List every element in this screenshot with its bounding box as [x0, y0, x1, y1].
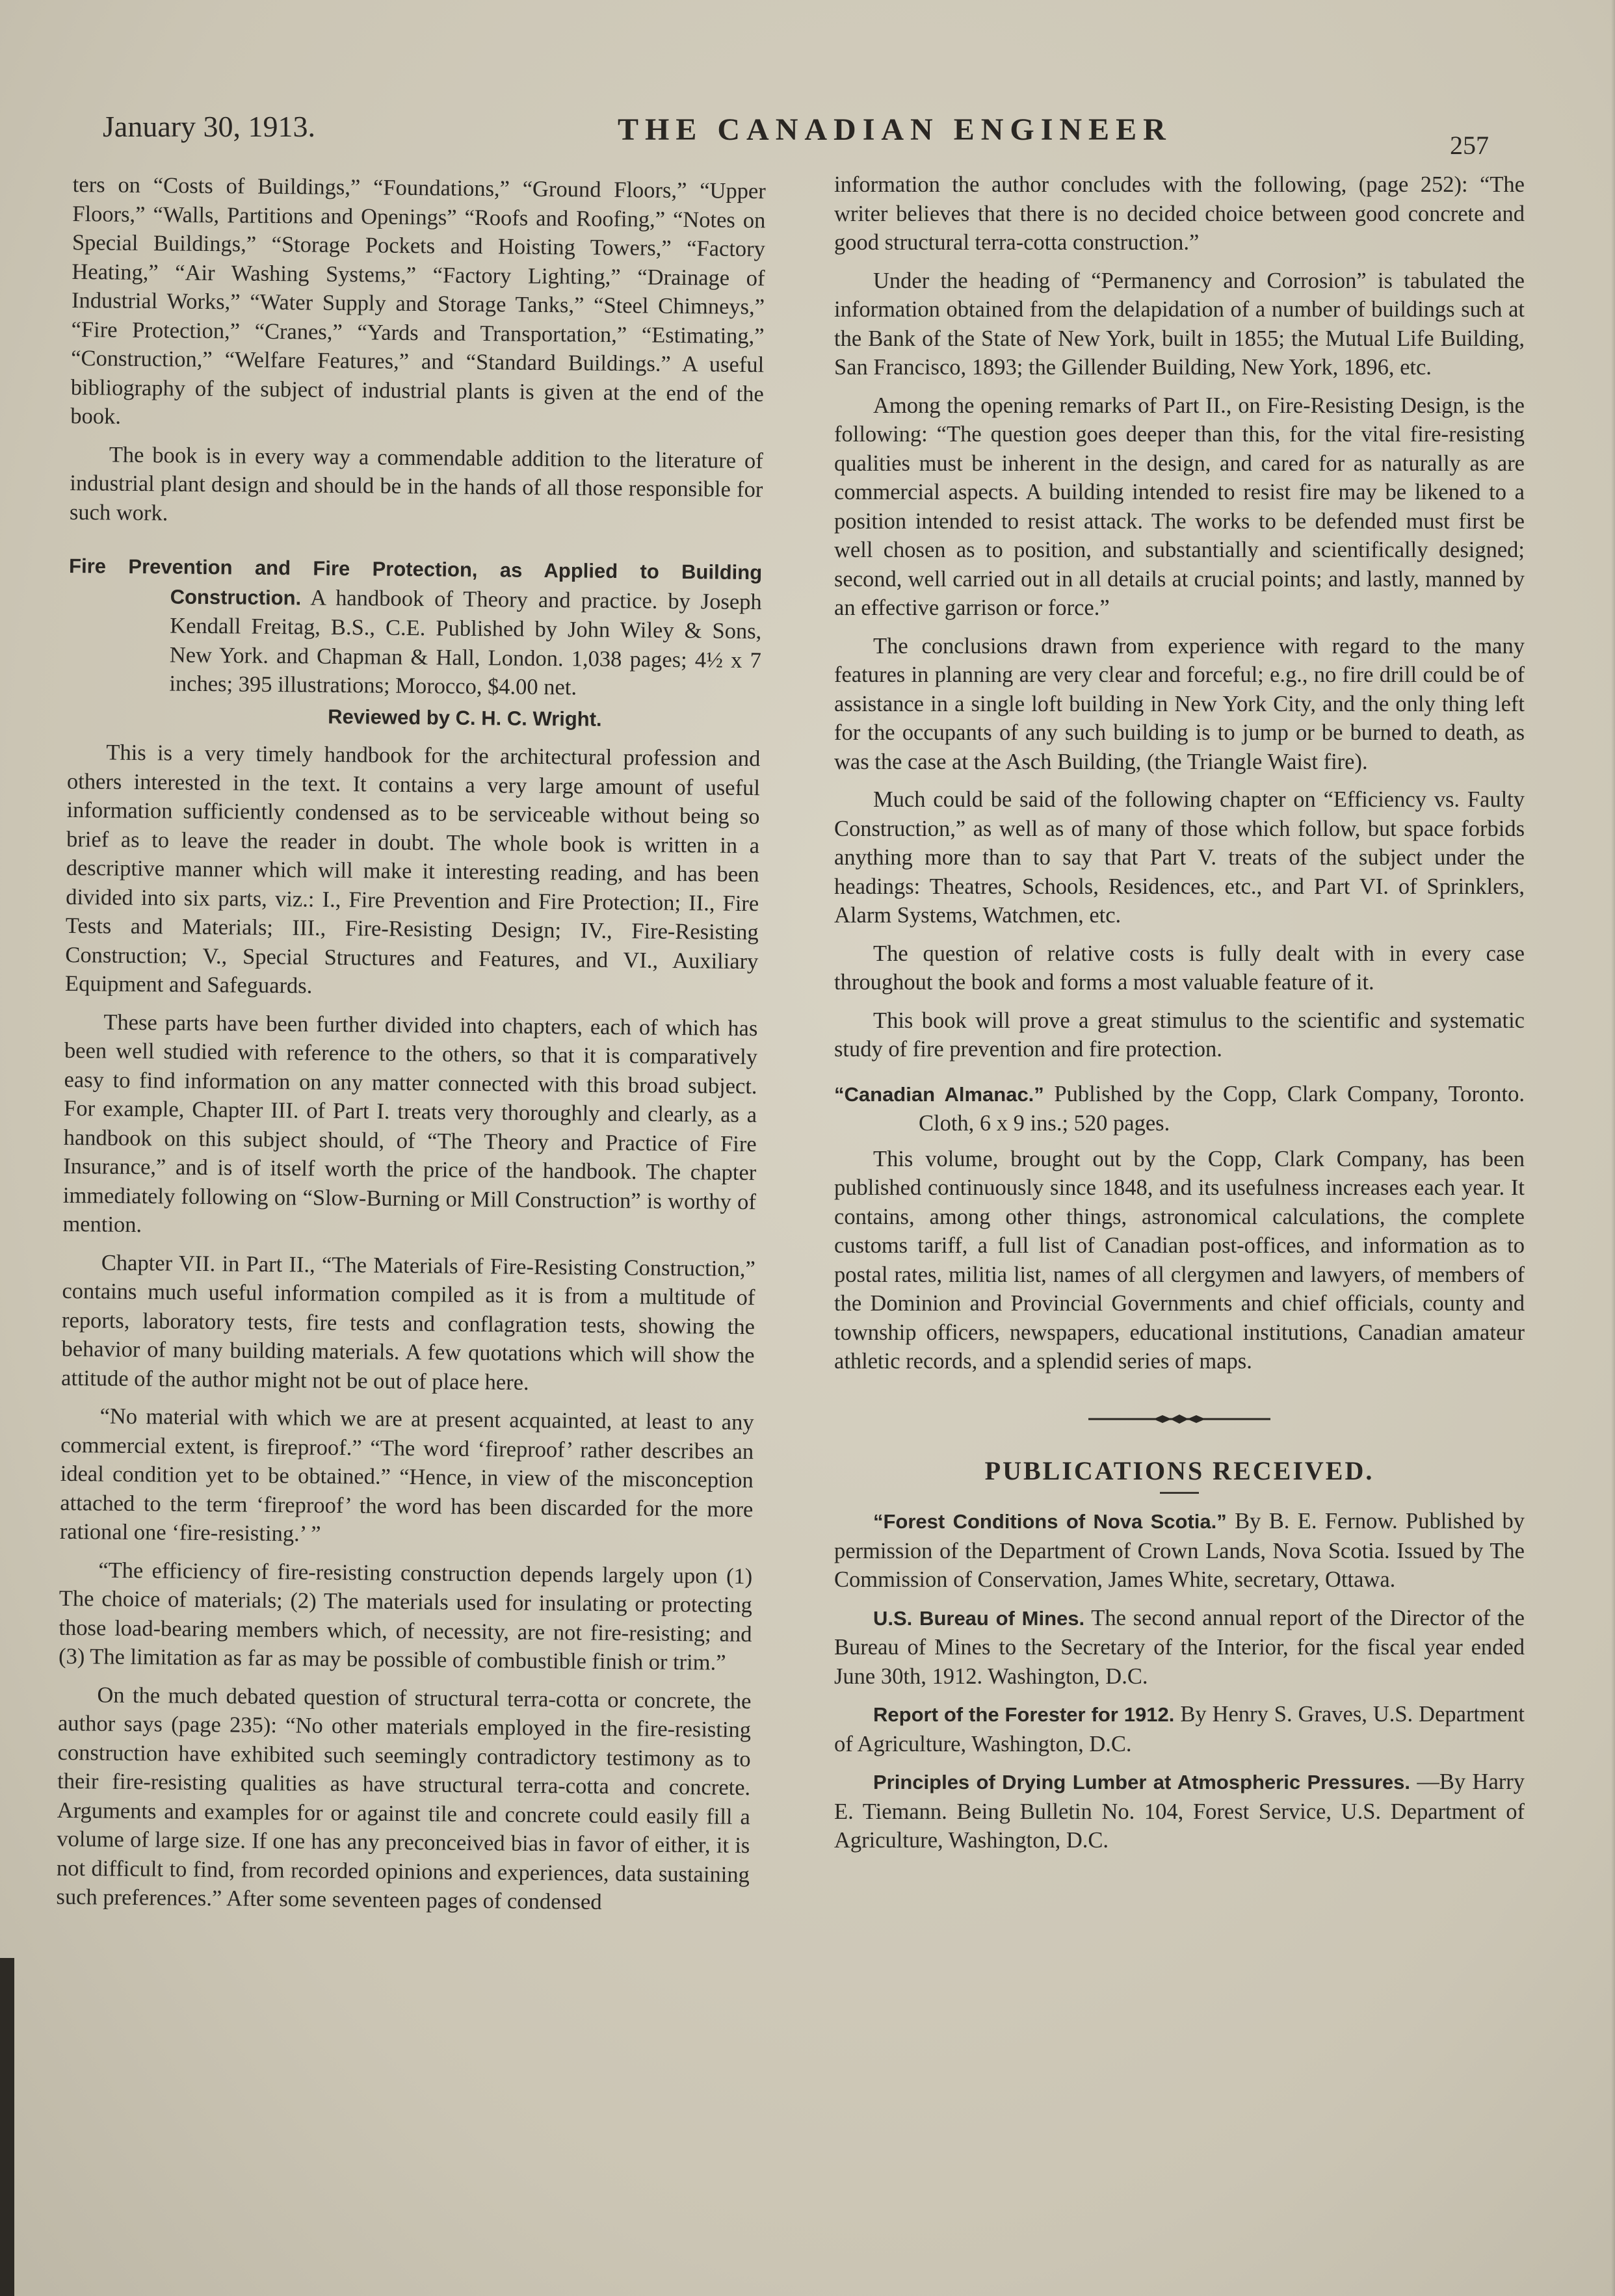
scan-edge-shadow [0, 1958, 14, 2296]
paragraph: ters on “Costs of Buildings,” “Foundations,” “Ground Floors,” “Upper Floors,” “Walls, Partitions and Openings” “Roofs and Roofing,” “Notes on Special Buildings,” “Storage Pockets and Hoisting Towers,” “Factory Heating,” “Air Washing Systems,” “Factory Lighting,” “Drainage of Industrial Works,” “Water Supply and Storage Tanks,” “Steel Chimneys,” “Fire Protection,” “Cranes,” “Yards and Transportation,” “Estimating,” “Construction,” “Welfare Features,” and “Standard Buildings.” A useful bibliography of the subject of industrial plants is given at the end of the book. [70, 172, 766, 429]
publication-title: U.S. Bureau of Mines. [873, 1606, 1085, 1630]
publication-entry [834, 1768, 1525, 1855]
issue-date: January 30, 1913. [103, 110, 316, 143]
left-column [56, 170, 766, 1927]
publications-heading: PUBLICATIONS RECEIVED. [984, 1455, 1374, 1485]
page-fold-shading [1611, 0, 1615, 2296]
publication-entry [834, 1700, 1525, 1758]
publication-text: By Henry S. Graves, U.S. Department of Agriculture, Washington, D.C. [834, 1702, 1525, 1756]
paragraph: information the author concludes with the following, (page 252): “The writer believes that there is no decided choice between good concrete and good structural terra-cotta construction.” [834, 172, 1525, 255]
almanac-details: Published by the Copp, Clark Company, Toronto. Cloth, 6 x 9 ins.; 520 pages. [919, 1081, 1525, 1136]
paragraph: This volume, brought out by the Copp, Clark Company, has been published continuously since 1848, and its usefulness increases each year. It contains, among other things, astronomical calculations, the complete customs tariff, a full list of Canadian post-offices, and information as to postal rates, militia list, names of all clergymen and lawyers, of members of the Dominion and Provincial Governments and chief officials, county and township officers, newspapers, educational institutions, Canadian amateur athletic records, and a splendid series of maps. [834, 1146, 1525, 1374]
almanac-title: “Canadian Almanac.” [834, 1082, 1044, 1106]
paragraph: These parts have been further divided into chapters, each of which has been well studied with reference to the others, so that it is comparatively easy to find information on any matter connected with this broad subject. For example, Chapter III. of Part I. treats very thoroughly and clearly, as a handbook on this subject should, of “The Theory and Practice of Fire Insurance,” and is of itself worth the price of the handbook. The chapter immediately following on “Slow-Burning or Mill Construction” is worthy of mention. [62, 1010, 758, 1238]
publication-text: By B. E. Fernow. Published by permission of the Department of Crown Lands, Nova Scotia. Issued by The Commission of Conservation, James White, secretary, Ottawa. [834, 1509, 1525, 1592]
publication-text: —By Harry E. Tiemann. Being Bulletin No. 104, Forest Service, U.S. Department of Agriculture, Washington, D.C. [834, 1769, 1525, 1853]
paragraph: Much could be said of the following chapter on “Efficiency vs. Faulty Construction,” as well as of many of those which follow, but space forbids anything more than to say that Part V. treats of the subject under the headings: Theatres, Schools, Residences, etc., and Part VI. of Sprinklers, Alarm Systems, Watchmen, etc. [834, 787, 1525, 928]
paragraph: The book is in every way a commendable addition to the literature of industrial plant design and should be in the hands of all those responsible for such work. [69, 442, 763, 525]
publication-text: The second annual report of the Director of the Bureau of Mines to the Secretary of the Interior, for the fiscal year ended June 30th, 1912. Washington, D.C. [834, 1605, 1525, 1689]
page-number: 257 [1450, 131, 1489, 160]
paragraph: Among the opening remarks of Part II., on Fire-Resisting Design, is the following: “The question goes deeper than this, for the vital fire-resisting qualities must be inherent in the design, and cared for as naturally as are commercial aspects. A building intended to resist fire may be likened to a position intended to resist attack. The works to be defended must first be well chosen as to position, and substantially and scientifically designed; second, well carried out in all details at crucial points; and lastly, manned by an effective garrison or force.” [834, 393, 1525, 620]
paragraph: Chapter VII. in Part II., “The Materials of Fire-Resisting Construction,” contains much useful information compiled as it is from a multitude of reports, laboratory tests, fire tests and conflagration tests, showing the behavior of many building materials. A few quotations which will show the attitude of the author might not be out of place here. [60, 1249, 756, 1395]
paragraph: This is a very timely handbook for the architectural profession and others interested in the text. It contains a very large amount of useful information sufficiently condensed as to be serviceable without being so brief as to leave the reader in doubt. The whole book is written in a descriptive manner which will make it interesting reading, and has been divided into six parts, viz.: I., Fire Prevention and Fire Protection; II., Fire Tests and Materials; III., Fire-Resisting Design; IV., Fire-Resisting Construction; V., Special Structures and Features, and VI., Auxiliary Equipment and Safeguards. [64, 740, 761, 998]
paragraph: Under the heading of “Permanency and Corrosion” is tabulated the information obtained from the delapidation of a number of buildings such at the Bank of the State of New York, built in 1855; the Mutual Life Building, San Francisco, 1893; the Gillender Building, New York, 1896, etc. [834, 268, 1525, 380]
publication-title: Principles of Drying Lumber at Atmospheric Pressures. [873, 1771, 1410, 1794]
heading-rule [1160, 1492, 1199, 1494]
ornament-rule-icon [1088, 1413, 1270, 1426]
journal-title: THE CANADIAN ENGINEER [618, 112, 1172, 147]
publication-title: Report of the Forester for 1912. [873, 1703, 1175, 1726]
reviewer-credit: Reviewed by C. H. C. Wright. [328, 705, 602, 731]
publication-entry [834, 1507, 1525, 1595]
publication-title: “Forest Conditions of Nova Scotia.” [873, 1510, 1227, 1533]
almanac-heading [834, 1080, 1525, 1138]
paragraph: On the much debated question of structural terra-cotta or concrete, the author says (page 235): “No other materials employed in the fire-resisting construction have exhibited such seemingly contradictory testimony as to their fire-resisting qualities as have structural terra-cotta and concrete. Arguments and examples for or against tile and concrete could easily fill a volume of large size. If one has any preconceived bias in favor of either, it is not difficult to find, from recorded opinions and experiences, data sustaining such preferences.” After some seventeen pages of condensed [56, 1682, 752, 1914]
paragraph: “The efficiency of fire-resisting construction depends largely upon (1) The choice of materials; (2) The materials used for insulating or protecting those load-bearing members which, of necessity, are not fire-resisting; and (3) The limitation as far as may be possible of combustible finish or trim.” [58, 1557, 753, 1675]
paragraph: The conclusions drawn from experience with regard to the many features in planning are very clear and forceful; e.g., no fire drill could be of assistance in a single loft building in New York City, and the only thing left for the occupants of any such building is to jump or be burned to death, as was the case at the Asch Building, (the Triangle Waist fire). [834, 633, 1525, 774]
section-divider-ornament [834, 1413, 1525, 1426]
paragraph: This book will prove a great stimulus to the scientific and systematic study of fire prevention and fire protection. [834, 1008, 1525, 1062]
publication-entry [834, 1604, 1525, 1691]
paragraph: The question of relative costs is fully dealt with in every case throughout the book and forms a most valuable feature of it. [834, 941, 1525, 995]
running-header [98, 104, 1528, 163]
paragraph: “No material with which we are at present acquainted, at least to any commercial extent, is fireproof.” “The word ‘fireproof’ rather describes an ideal condition yet to be obtained.” “Hence, in view of the misconception attached to the term ‘fireproof’ the word has been discarded for the more rational one ‘fire-resisting.’ ” [59, 1403, 754, 1546]
right-column [834, 170, 1525, 1864]
review-book-details: A handbook of Theory and practice. by Joseph Kendall Freitag, B.S., C.E. Published by John Wiley & Sons, New York. and Chapman & Hall, London. 1,038 pages; 4½ x 7 inches; 395 illustrations; Morocco, $4.00 net. [169, 585, 762, 700]
review-book-title: Fire Prevention and Fire Protection, as Applied to Building Construction. [68, 554, 763, 609]
review-heading [68, 551, 763, 735]
